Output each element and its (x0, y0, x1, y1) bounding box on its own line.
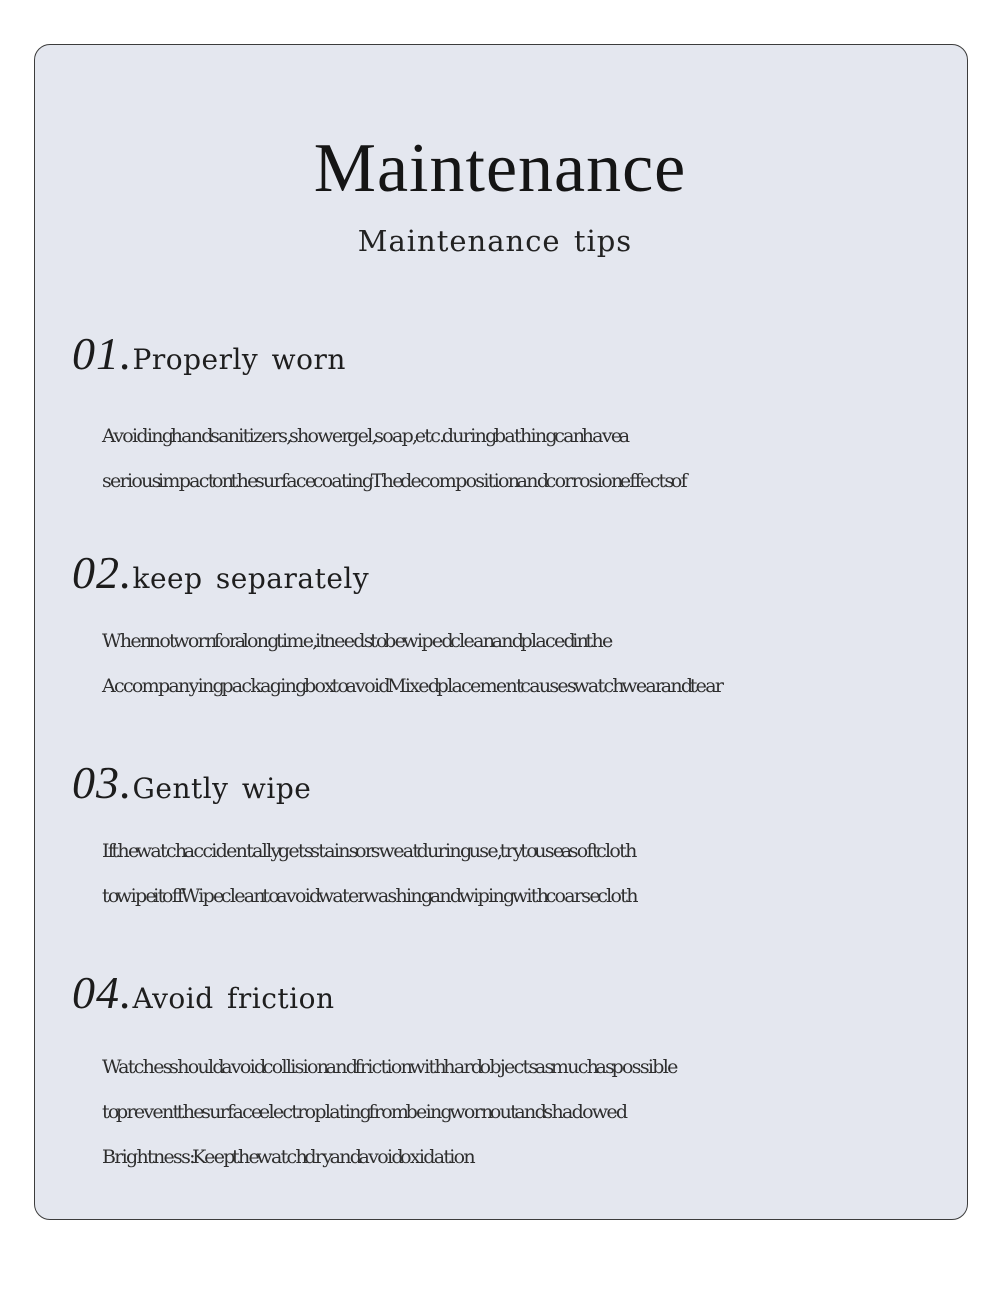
tip-description-line: If the watch accidentally gets stains or sweat during use, try to use a soft cloth (102, 840, 636, 862)
tip-title: keep separately (132, 562, 370, 595)
tip-number: 02. (72, 547, 133, 598)
tip-section-gently-wipe (72, 755, 972, 919)
tip-description (102, 619, 972, 709)
tip-heading (72, 965, 972, 1027)
tip-description-line: Watches should avoid collision and friction with hard objects as much as possible (102, 1056, 677, 1078)
tip-description-line: Avoiding hand sanitizers, shower gel, soap, etc. during bathing can have a (102, 425, 629, 447)
tip-description-line: to prevent the surface electroplating from being worn out and shadowed (102, 1101, 627, 1123)
page-title: Maintenance (313, 130, 687, 207)
tip-description-line: Brightness: Keep the watch dry and avoid oxidation (102, 1146, 474, 1168)
tip-section-avoid-friction (72, 965, 972, 1180)
tip-title: Properly worn (132, 343, 346, 376)
tip-description-line: When not worn for a long time, it needs to be wiped clean and placed in the (102, 630, 612, 652)
tip-heading (72, 545, 972, 607)
tip-title: Gently wipe (132, 772, 312, 805)
tip-title: Avoid friction (132, 982, 335, 1015)
tip-number: 03. (72, 757, 133, 808)
tip-heading (72, 326, 972, 388)
tip-number: 01. (72, 328, 133, 379)
tip-description (102, 1045, 972, 1180)
tip-description (102, 829, 972, 919)
tip-heading (72, 755, 972, 817)
page-subtitle: Maintenance tips (357, 224, 633, 258)
tip-description-line: to wipe it off Wipe clean to avoid water washing and wiping with coarse cloth (102, 885, 637, 907)
tip-section-keep-separately (72, 545, 972, 709)
tip-number: 04. (72, 967, 133, 1018)
tip-description-line: serious impact on the surface coating The decomposition and corrosion effects of (102, 470, 686, 492)
tip-description-line: Accompanying packaging box to avoid Mixed placement causes watch wear and tear (102, 675, 723, 697)
tip-section-properly-worn (72, 326, 972, 504)
tip-description (102, 414, 972, 504)
